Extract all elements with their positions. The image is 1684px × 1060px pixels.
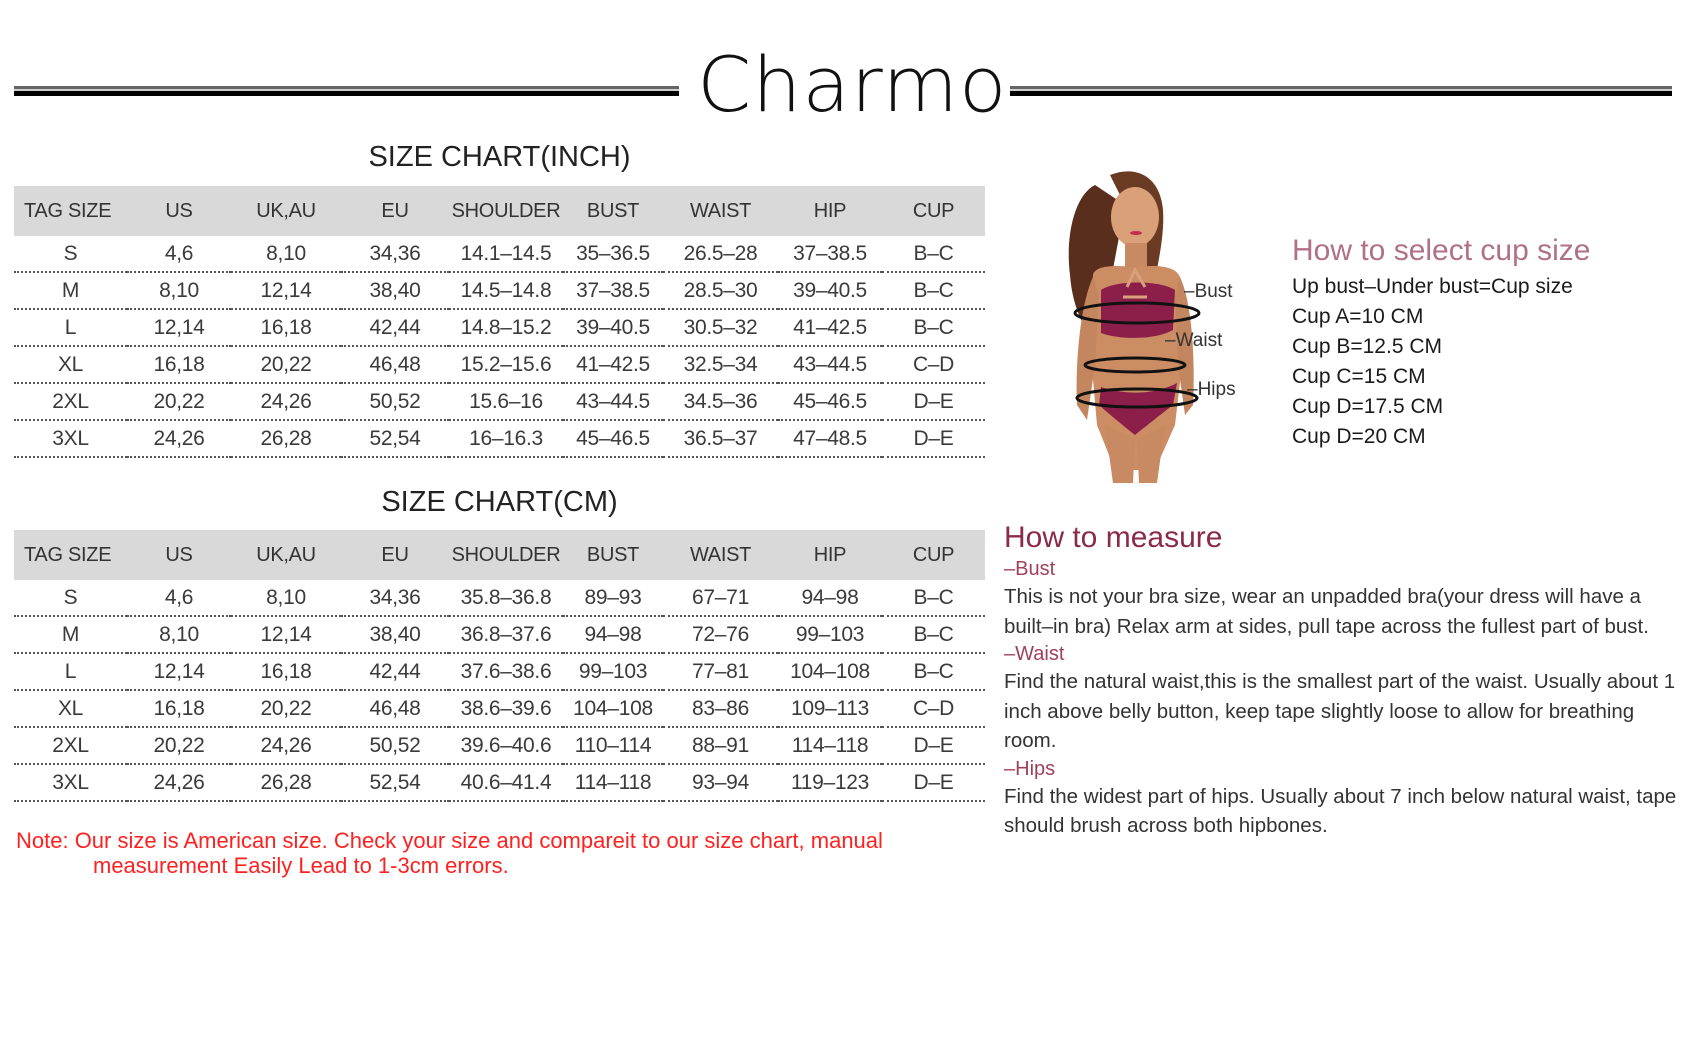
table-cell: 47–48.5	[778, 420, 882, 457]
table-cell: 20,22	[231, 690, 341, 727]
table-cell: 119–123	[778, 764, 882, 801]
size-note	[16, 828, 996, 878]
table-cell: 32.5–34	[663, 346, 778, 383]
table-cell: 4,6	[127, 236, 231, 272]
table-cell: L	[14, 653, 127, 690]
table-cell: 12,14	[127, 309, 231, 346]
table-cell: 35–36.5	[563, 236, 663, 272]
table-cell: 94–98	[778, 580, 882, 616]
table-cell: B–C	[882, 309, 985, 346]
table-cell: D–E	[882, 727, 985, 764]
note-line-2: measurement Easily Lead to 1-3cm errors.	[93, 853, 509, 878]
table-cell: 34,36	[341, 580, 449, 616]
table-row	[14, 383, 985, 420]
table-cell: 99–103	[563, 653, 663, 690]
table-cell: 16,18	[231, 653, 341, 690]
table-cell: D–E	[882, 420, 985, 457]
table-cell: 109–113	[778, 690, 882, 727]
table-cell: 30.5–32	[663, 309, 778, 346]
table-cell: B–C	[882, 580, 985, 616]
table-cell: 26,28	[231, 420, 341, 457]
table-cell: 110–114	[563, 727, 663, 764]
table-row	[14, 690, 985, 727]
table-cell: 46,48	[341, 346, 449, 383]
table-cell: 83–86	[663, 690, 778, 727]
cup-guide-line: Cup A=10 CM	[1292, 305, 1424, 328]
table-cell: B–C	[882, 236, 985, 272]
table-cell: B–C	[882, 272, 985, 309]
table-cell: 2XL	[14, 383, 127, 420]
table-cell: L	[14, 309, 127, 346]
table-cell: 72–76	[663, 616, 778, 653]
model-measurement-illustration	[1035, 165, 1245, 485]
table-cell: 35.8–36.8	[449, 580, 563, 616]
table-cell: 3XL	[14, 764, 127, 801]
column-header: BUST	[563, 186, 663, 236]
table-cell: 26.5–28	[663, 236, 778, 272]
table-cell: 20,22	[127, 727, 231, 764]
column-header: CUP	[882, 186, 985, 236]
table-cell: 8,10	[127, 616, 231, 653]
column-header: UK,AU	[231, 186, 341, 236]
column-header: BUST	[563, 530, 663, 580]
column-header: HIP	[778, 530, 882, 580]
inch-chart-title: SIZE CHART(INCH)	[368, 141, 631, 173]
column-header: TAG SIZE	[14, 186, 127, 236]
table-cell: 94–98	[563, 616, 663, 653]
cm-chart-title: SIZE CHART(CM)	[381, 486, 618, 518]
table-cell: 28.5–30	[663, 272, 778, 309]
column-header: SHOULDER	[449, 530, 563, 580]
table-cell: 52,54	[341, 420, 449, 457]
table-cell: 104–108	[563, 690, 663, 727]
column-header: EU	[341, 530, 449, 580]
table-cell: 24,26	[231, 727, 341, 764]
cup-size-guide	[1292, 234, 1590, 452]
table-cell: 15.2–15.6	[449, 346, 563, 383]
table-cell: 16–16.3	[449, 420, 563, 457]
table-cell: 8,10	[231, 580, 341, 616]
table-row	[14, 309, 985, 346]
table-cell: 2XL	[14, 727, 127, 764]
column-header: SHOULDER	[449, 186, 563, 236]
table-cell: 26,28	[231, 764, 341, 801]
table-cell: 38.6–39.6	[449, 690, 563, 727]
table-cell: 24,26	[127, 420, 231, 457]
column-header: US	[127, 186, 231, 236]
table-cell: 16,18	[127, 690, 231, 727]
column-header: US	[127, 530, 231, 580]
table-cell: 42,44	[341, 653, 449, 690]
table-cell: B–C	[882, 616, 985, 653]
cup-guide-line: Cup B=12.5 CM	[1292, 335, 1442, 358]
cup-guide-line: Cup D=20 CM	[1292, 425, 1426, 448]
table-cell: D–E	[882, 764, 985, 801]
table-header-row	[14, 186, 985, 236]
table-cell: 24,26	[231, 383, 341, 420]
table-cell: 46,48	[341, 690, 449, 727]
table-cell: 36.5–37	[663, 420, 778, 457]
table-cell: 45–46.5	[563, 420, 663, 457]
note-line-1: Note: Our size is American size. Check your size and compareit to our size chart, manual	[16, 828, 883, 853]
column-header: WAIST	[663, 530, 778, 580]
table-cell: 37–38.5	[563, 272, 663, 309]
table-cell: 40.6–41.4	[449, 764, 563, 801]
table-cell: 20,22	[231, 346, 341, 383]
table-cell: 34.5–36	[663, 383, 778, 420]
table-row	[14, 653, 985, 690]
table-cell: 104–108	[778, 653, 882, 690]
measure-label-bust: –Bust	[1004, 558, 1056, 580]
table-row	[14, 236, 985, 272]
table-cell: 41–42.5	[778, 309, 882, 346]
cup-guide-title: How to select cup size	[1292, 234, 1591, 267]
table-cell: 14.5–14.8	[449, 272, 563, 309]
how-to-measure	[1004, 520, 1684, 841]
table-cell: 3XL	[14, 420, 127, 457]
table-cell: 67–71	[663, 580, 778, 616]
table-cell: M	[14, 272, 127, 309]
table-cell: 41–42.5	[563, 346, 663, 383]
table-cell: 43–44.5	[563, 383, 663, 420]
table-row	[14, 727, 985, 764]
table-cell: 16,18	[231, 309, 341, 346]
table-cell: 114–118	[563, 764, 663, 801]
column-header: UK,AU	[231, 530, 341, 580]
table-cell: XL	[14, 346, 127, 383]
cup-guide-line: Cup D=17.5 CM	[1292, 395, 1444, 418]
cm-size-table	[14, 530, 985, 802]
table-row	[14, 346, 985, 383]
table-cell: 43–44.5	[778, 346, 882, 383]
table-cell: 39–40.5	[563, 309, 663, 346]
table-cell: 12,14	[231, 272, 341, 309]
measure-text-bust: This is not your bra size, wear an unpadded bra(your dress will have a built–in bra) Relax arm at sides, pull tape across the fullest part of bust.	[1004, 585, 1649, 638]
table-cell: XL	[14, 690, 127, 727]
table-cell: 16,18	[127, 346, 231, 383]
table-cell: 93–94	[663, 764, 778, 801]
table-cell: 37–38.5	[778, 236, 882, 272]
table-cell: 52,54	[341, 764, 449, 801]
cup-guide-line: Up bust–Under bust=Cup size	[1292, 275, 1573, 298]
table-cell: 77–81	[663, 653, 778, 690]
table-cell: 8,10	[231, 236, 341, 272]
table-cell: 34,36	[341, 236, 449, 272]
measure-text-waist: Find the natural waist,this is the smallest part of the waist. Usually about 1 inch above belly button, keep tape slightly loose to allow for breathing room.	[1004, 670, 1676, 752]
column-header: EU	[341, 186, 449, 236]
table-cell: 37.6–38.6	[449, 653, 563, 690]
table-row	[14, 420, 985, 457]
table-cell: 4,6	[127, 580, 231, 616]
table-cell: 8,10	[127, 272, 231, 309]
table-cell: D–E	[882, 383, 985, 420]
label-bust: –Bust	[1184, 281, 1233, 302]
table-cell: 15.6–16	[449, 383, 563, 420]
table-cell: S	[14, 236, 127, 272]
table-cell: 38,40	[341, 616, 449, 653]
table-cell: 20,22	[127, 383, 231, 420]
header-rule-left	[14, 86, 679, 96]
table-cell: 14.8–15.2	[449, 309, 563, 346]
table-cell: 45–46.5	[778, 383, 882, 420]
table-cell: 114–118	[778, 727, 882, 764]
table-row	[14, 764, 985, 801]
table-cell: 24,26	[127, 764, 231, 801]
table-cell: 14.1–14.5	[449, 236, 563, 272]
column-header: WAIST	[663, 186, 778, 236]
inch-size-table	[14, 186, 985, 458]
table-cell: 99–103	[778, 616, 882, 653]
label-waist: –Waist	[1165, 330, 1223, 351]
table-cell: 42,44	[341, 309, 449, 346]
model-figure-icon	[1035, 165, 1245, 485]
table-cell: 12,14	[127, 653, 231, 690]
brand-logo: Charmo	[697, 40, 1008, 129]
measure-label-hips: –Hips	[1004, 757, 1056, 780]
table-cell: B–C	[882, 653, 985, 690]
header-rule-right	[1010, 86, 1672, 96]
table-row	[14, 616, 985, 653]
measure-label-waist: –Waist	[1004, 643, 1065, 665]
table-cell: 12,14	[231, 616, 341, 653]
table-cell: 36.8–37.6	[449, 616, 563, 653]
measure-title: How to measure	[1004, 521, 1223, 554]
column-header: TAG SIZE	[14, 530, 127, 580]
table-row	[14, 272, 985, 309]
table-cell: 88–91	[663, 727, 778, 764]
table-cell: S	[14, 580, 127, 616]
table-cell: 38,40	[341, 272, 449, 309]
table-cell: M	[14, 616, 127, 653]
table-cell: 39.6–40.6	[449, 727, 563, 764]
label-hips: –Hips	[1187, 379, 1236, 400]
table-cell: 50,52	[341, 383, 449, 420]
table-cell: 50,52	[341, 727, 449, 764]
table-row	[14, 580, 985, 616]
table-cell: C–D	[882, 346, 985, 383]
measure-text-hips: Find the widest part of hips. Usually about 7 inch below natural waist, tape should brush across both hipbones.	[1004, 784, 1677, 837]
table-cell: 89–93	[563, 580, 663, 616]
column-header: HIP	[778, 186, 882, 236]
table-cell: C–D	[882, 690, 985, 727]
column-header: CUP	[882, 530, 985, 580]
table-header-row	[14, 530, 985, 580]
cup-guide-line: Cup C=15 CM	[1292, 365, 1426, 388]
table-cell: 39–40.5	[778, 272, 882, 309]
